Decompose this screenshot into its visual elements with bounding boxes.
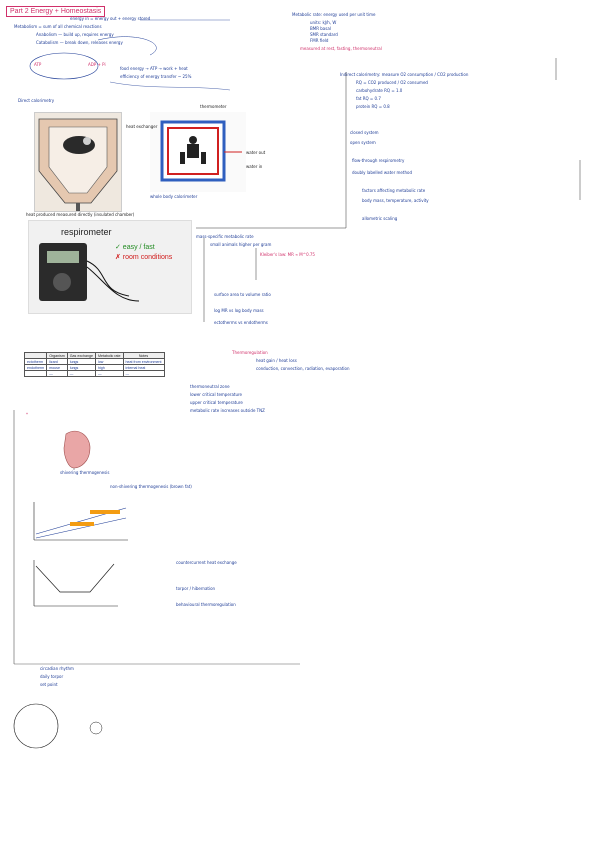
table-cell: — <box>123 371 164 377</box>
note-tr-0: Metabolic rate: energy used per unit time <box>292 12 376 17</box>
bottom-note-2: set point <box>40 682 58 687</box>
note-tr-4: FMR field <box>310 38 329 43</box>
bottom-note-0: circadian rhythm <box>40 666 74 671</box>
rc-note-0: Indirect calorimetry: measure O2 consumption / CO2 production <box>340 72 469 77</box>
low-note-11: behavioural thermoregulation <box>176 602 236 607</box>
note-tl-2: Catabolism — break down, releases energy <box>36 40 123 45</box>
respirometer-title: respirometer <box>61 227 112 237</box>
note-tr-2: BMR basal <box>310 26 331 31</box>
rc-note-4: protein RQ = 0.8 <box>356 104 390 109</box>
note-tr-1: units: kJ/h, W <box>310 20 337 25</box>
side-note-3: thermometer <box>200 104 227 109</box>
title-word: Energy <box>30 8 53 15</box>
rc-note-5: closed system <box>350 130 379 135</box>
low-note-6: metabolic rate increases outside TNZ <box>190 408 265 413</box>
respirometer-pro: ✓ easy / fast <box>115 244 155 251</box>
mid-note-4: log MR vs log body mass <box>214 308 264 313</box>
top-note: energy in = energy out + energy stored <box>70 16 151 21</box>
title-sub: Homeostasis <box>60 8 102 15</box>
table-cell: low <box>95 359 123 365</box>
rc-note-3: fat RQ = 0.7 <box>356 96 381 101</box>
table-cell: — <box>47 371 68 377</box>
note-tr-3: SMR standard <box>310 32 338 37</box>
low-note-9: countercurrent heat exchange <box>176 560 237 565</box>
table-cell: lizard <box>47 359 68 365</box>
bottom-note-1: daily torpor <box>40 674 64 679</box>
note-tl-4: ADP + Pi <box>88 62 106 67</box>
table-cell: — <box>95 371 123 377</box>
table-cell: high <box>95 365 123 371</box>
low-note-0: Thermoregulation <box>232 350 268 355</box>
rc-note-1: RQ = CO2 produced / O2 consumed <box>356 80 428 85</box>
table-header: Gas exchange <box>67 353 95 359</box>
table-cell: lungs <box>67 359 95 365</box>
respirometer-con: ✗ room conditions <box>115 254 173 261</box>
table-cell: mouse <box>47 365 68 371</box>
rc-note-6: open system <box>350 140 376 145</box>
whole-body-caption: whole body calorimeter <box>150 194 198 199</box>
low-note-2: conduction, convection, radiation, evaporation <box>256 366 350 371</box>
mid-note-5: ectotherms vs endotherms <box>214 320 268 325</box>
low-note-7: shivering thermogenesis <box>60 470 110 475</box>
side-note-2: water in <box>246 164 263 169</box>
note-tl-1: Anabolism — build up, requires energy <box>36 32 114 37</box>
note-tl-0: Metabolism = sum of all chemical reactions <box>14 24 102 29</box>
low-note-3: thermoneutral zone <box>190 384 230 389</box>
table-header: Notes <box>123 353 164 359</box>
table-cell: heat from environment <box>123 359 164 365</box>
mid-note-0: mass-specific metabolic rate <box>196 234 254 239</box>
mid-note-3: surface area to volume ratio <box>214 292 271 297</box>
side-note-0: heat exchanger <box>126 124 158 129</box>
note-tl-3: ATP <box>34 62 42 67</box>
table-header: Organism <box>47 353 68 359</box>
table-cell: lungs <box>67 365 95 371</box>
calorimeter-caption: heat produced measured directly (insulated chamber) <box>26 212 135 217</box>
rc-note-9: factors affecting metabolic rate <box>362 188 426 193</box>
table-header: Metabolic rate <box>95 353 123 359</box>
rc-note-2: carbohydrate RQ = 1.0 <box>356 88 403 93</box>
low-note-10: torpor / hibernation <box>176 586 216 591</box>
note-tl-5: food energy → ATP → work + heat <box>120 66 188 71</box>
page-title-box: Part 2 Energy + Homeostasis <box>6 6 105 17</box>
table-cell: — <box>67 371 95 377</box>
table-cell: internal heat <box>123 365 164 371</box>
low-note-5: upper critical temperature <box>190 400 243 405</box>
rc-note-11: allometric scaling <box>362 216 398 221</box>
low-note-4: lower critical temperature <box>190 392 243 397</box>
direct-calorimetry-label: Direct calorimetry <box>18 98 55 103</box>
table-cell: ectotherm <box>25 359 47 365</box>
note-tl-6: efficiency of energy transfer ~ 25% <box>120 74 192 79</box>
mid-note-1: small animals higher per gram <box>210 242 272 247</box>
table-cell: endotherm <box>25 365 47 371</box>
unit-label: Part 2 <box>10 8 29 15</box>
rc-note-8: doubly labelled water method <box>352 170 412 175</box>
low-note-1: heat gain / heat loss <box>256 358 297 363</box>
rc-note-7: flow-through respirometry <box>352 158 405 163</box>
mid-note-2: Kleiber's law: MR ∝ M^0.75 <box>260 252 315 257</box>
rc-note-10: body mass, temperature, activity <box>362 198 429 203</box>
low-note-12: * <box>26 412 28 417</box>
low-note-8: non-shivering thermogenesis (brown fat) <box>110 484 192 489</box>
note-tr-5: measured at rest, fasting, thermoneutral <box>300 46 382 51</box>
side-note-1: water out <box>246 150 266 155</box>
